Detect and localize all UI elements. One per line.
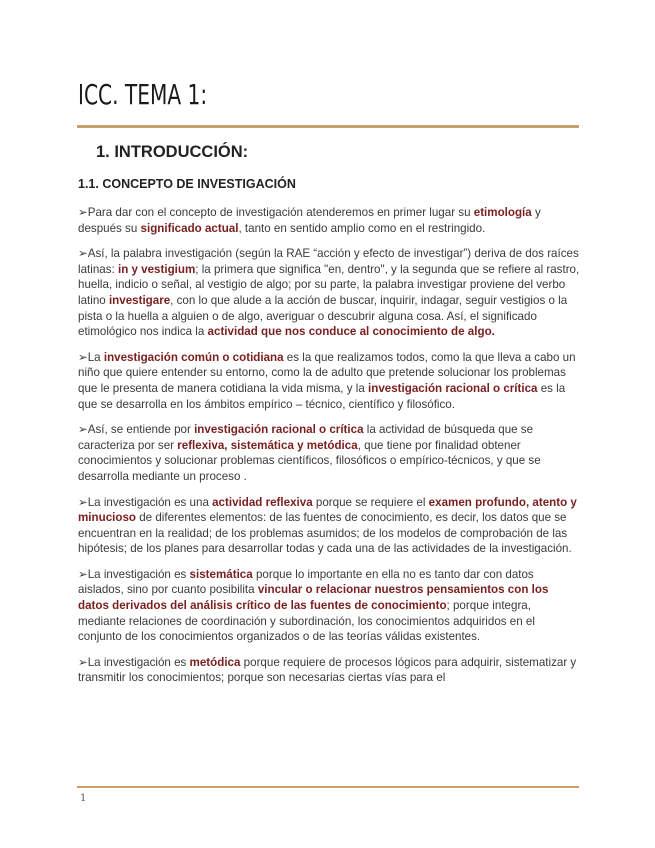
paragraph-text: ➢La investigación es	[78, 567, 190, 581]
page-number: 1	[80, 793, 87, 804]
keyword-highlight: in y vestigium	[117, 262, 196, 276]
keyword-highlight: significado actual	[140, 221, 239, 235]
keyword-highlight: examen profundo, atento y minucioso	[78, 495, 577, 525]
keyword-highlight: investigación común o cotidiana	[103, 350, 284, 364]
paragraph-text: ; la primera que significa "en, dentro", y la segunda que se refiere al rastro, huella, indicio o señal, al vestigio de algo; por su parte, la palabra investigar proviene del verbo latino	[78, 262, 580, 307]
paragraph-text: porque se requiere el	[312, 495, 429, 509]
keyword-highlight: metódica	[189, 655, 241, 669]
paragraph-text: porque lo importante en ella no es tanto dar con datos aislados, sino por cuanto posibilita	[78, 567, 534, 597]
keyword-highlight: actividad reflexiva	[212, 495, 313, 509]
keyword-highlight: sistemática	[189, 567, 253, 581]
paragraph-text: , que tiene por finalidad obtener conocimientos y solucionar problemas científicos, filosóficos o empírico-técnicos, y que se desarrolla mediante un proceso .	[78, 438, 541, 483]
keyword-highlight: reflexiva, sistemática y metódica	[177, 438, 358, 452]
footer-divider	[77, 786, 579, 788]
paragraph-etimologia	[78, 205, 580, 236]
paragraph-actividad-reflexiva	[78, 495, 580, 557]
paragraph-investigacion-comun	[78, 350, 580, 412]
page-title: ICC. TEMA 1:	[78, 78, 208, 111]
paragraph-metodica	[78, 655, 580, 686]
paragraph-text: ➢La	[78, 350, 104, 364]
paragraph-raices-latinas	[78, 246, 580, 340]
paragraph-investigacion-racional	[78, 422, 580, 484]
keyword-highlight: etimología	[473, 206, 532, 219]
paragraph-text: , con lo que alude a la acción de buscar, inquirir, indagar, seguir vestigios o la pista o la huella a alguien o de algo, averiguar o descubrir alguna cosa. Así, el significado etimológico nos indica la	[78, 293, 568, 339]
keyword-highlight: investigación racional o crítica	[368, 381, 538, 395]
paragraph-text: , tanto en sentido amplio como en el restringido.	[238, 221, 486, 235]
paragraph-text: y después su	[78, 206, 541, 235]
paragraph-text: ➢Para dar con el concepto de investigación atenderemos en primer lugar su	[78, 206, 474, 219]
paragraph-text: de diferentes elementos: de las fuentes de conocimiento, es decir, los datos que se encuentran en la realidad; de los problemas asumidos; de los modelos de comprobación de las hipótesis; de los planes para desarrollar todas y cada una de las actividades de la investigación.	[78, 511, 572, 556]
keyword-highlight: actividad que nos conduce al conocimiento de algo.	[207, 325, 495, 339]
paragraph-text: ➢Así, se entiende por	[78, 423, 195, 437]
paragraph-text: es la que realizamos todos, como la que lleva a cabo un niño que quiere entender su entorno, como la de adulto que pretende solucionar los problemas que le presenta de manera cotidiana la vida misma, y la	[78, 350, 576, 395]
section-heading: 1. INTRODUCCIÓN:	[96, 143, 249, 161]
keyword-highlight: investigare	[108, 293, 171, 307]
paragraph-text: ➢La investigación es una	[78, 495, 213, 509]
paragraph-text: ➢La investigación es	[78, 655, 190, 669]
paragraph-text: la actividad de búsqueda que se caracteriza por ser	[78, 423, 534, 452]
title-divider	[77, 125, 579, 128]
paragraph-text: porque requiere de procesos lógicos para adquirir, sistematizar y transmitir los conocimientos; porque son necesarias ciertas vías para el	[78, 655, 577, 685]
paragraph-text: ; porque integra, mediante relaciones de coordinación y subordinación, los conocimientos adquiridos en el conjunto de los conocimientos organizados o de las teorías válidas existentes.	[78, 599, 535, 644]
paragraph-sistematica	[78, 567, 580, 645]
paragraph-text: ➢Así, la palabra investigación (según la RAE “acción y efecto de investigar”) deriva de dos raíces latinas:	[78, 247, 579, 276]
document-body	[78, 205, 580, 696]
subsection-heading: 1.1. CONCEPTO DE INVESTIGACIÓN	[78, 177, 296, 191]
paragraph-text: es la que se desarrolla en los ámbitos empírico – técnico, científico y filosófico.	[78, 381, 566, 411]
keyword-highlight: vincular o relacionar nuestros pensamientos con los datos derivados del análisis crítico de las fuentes de conocimiento	[78, 583, 549, 613]
keyword-highlight: investigación racional o crítica	[194, 423, 364, 437]
